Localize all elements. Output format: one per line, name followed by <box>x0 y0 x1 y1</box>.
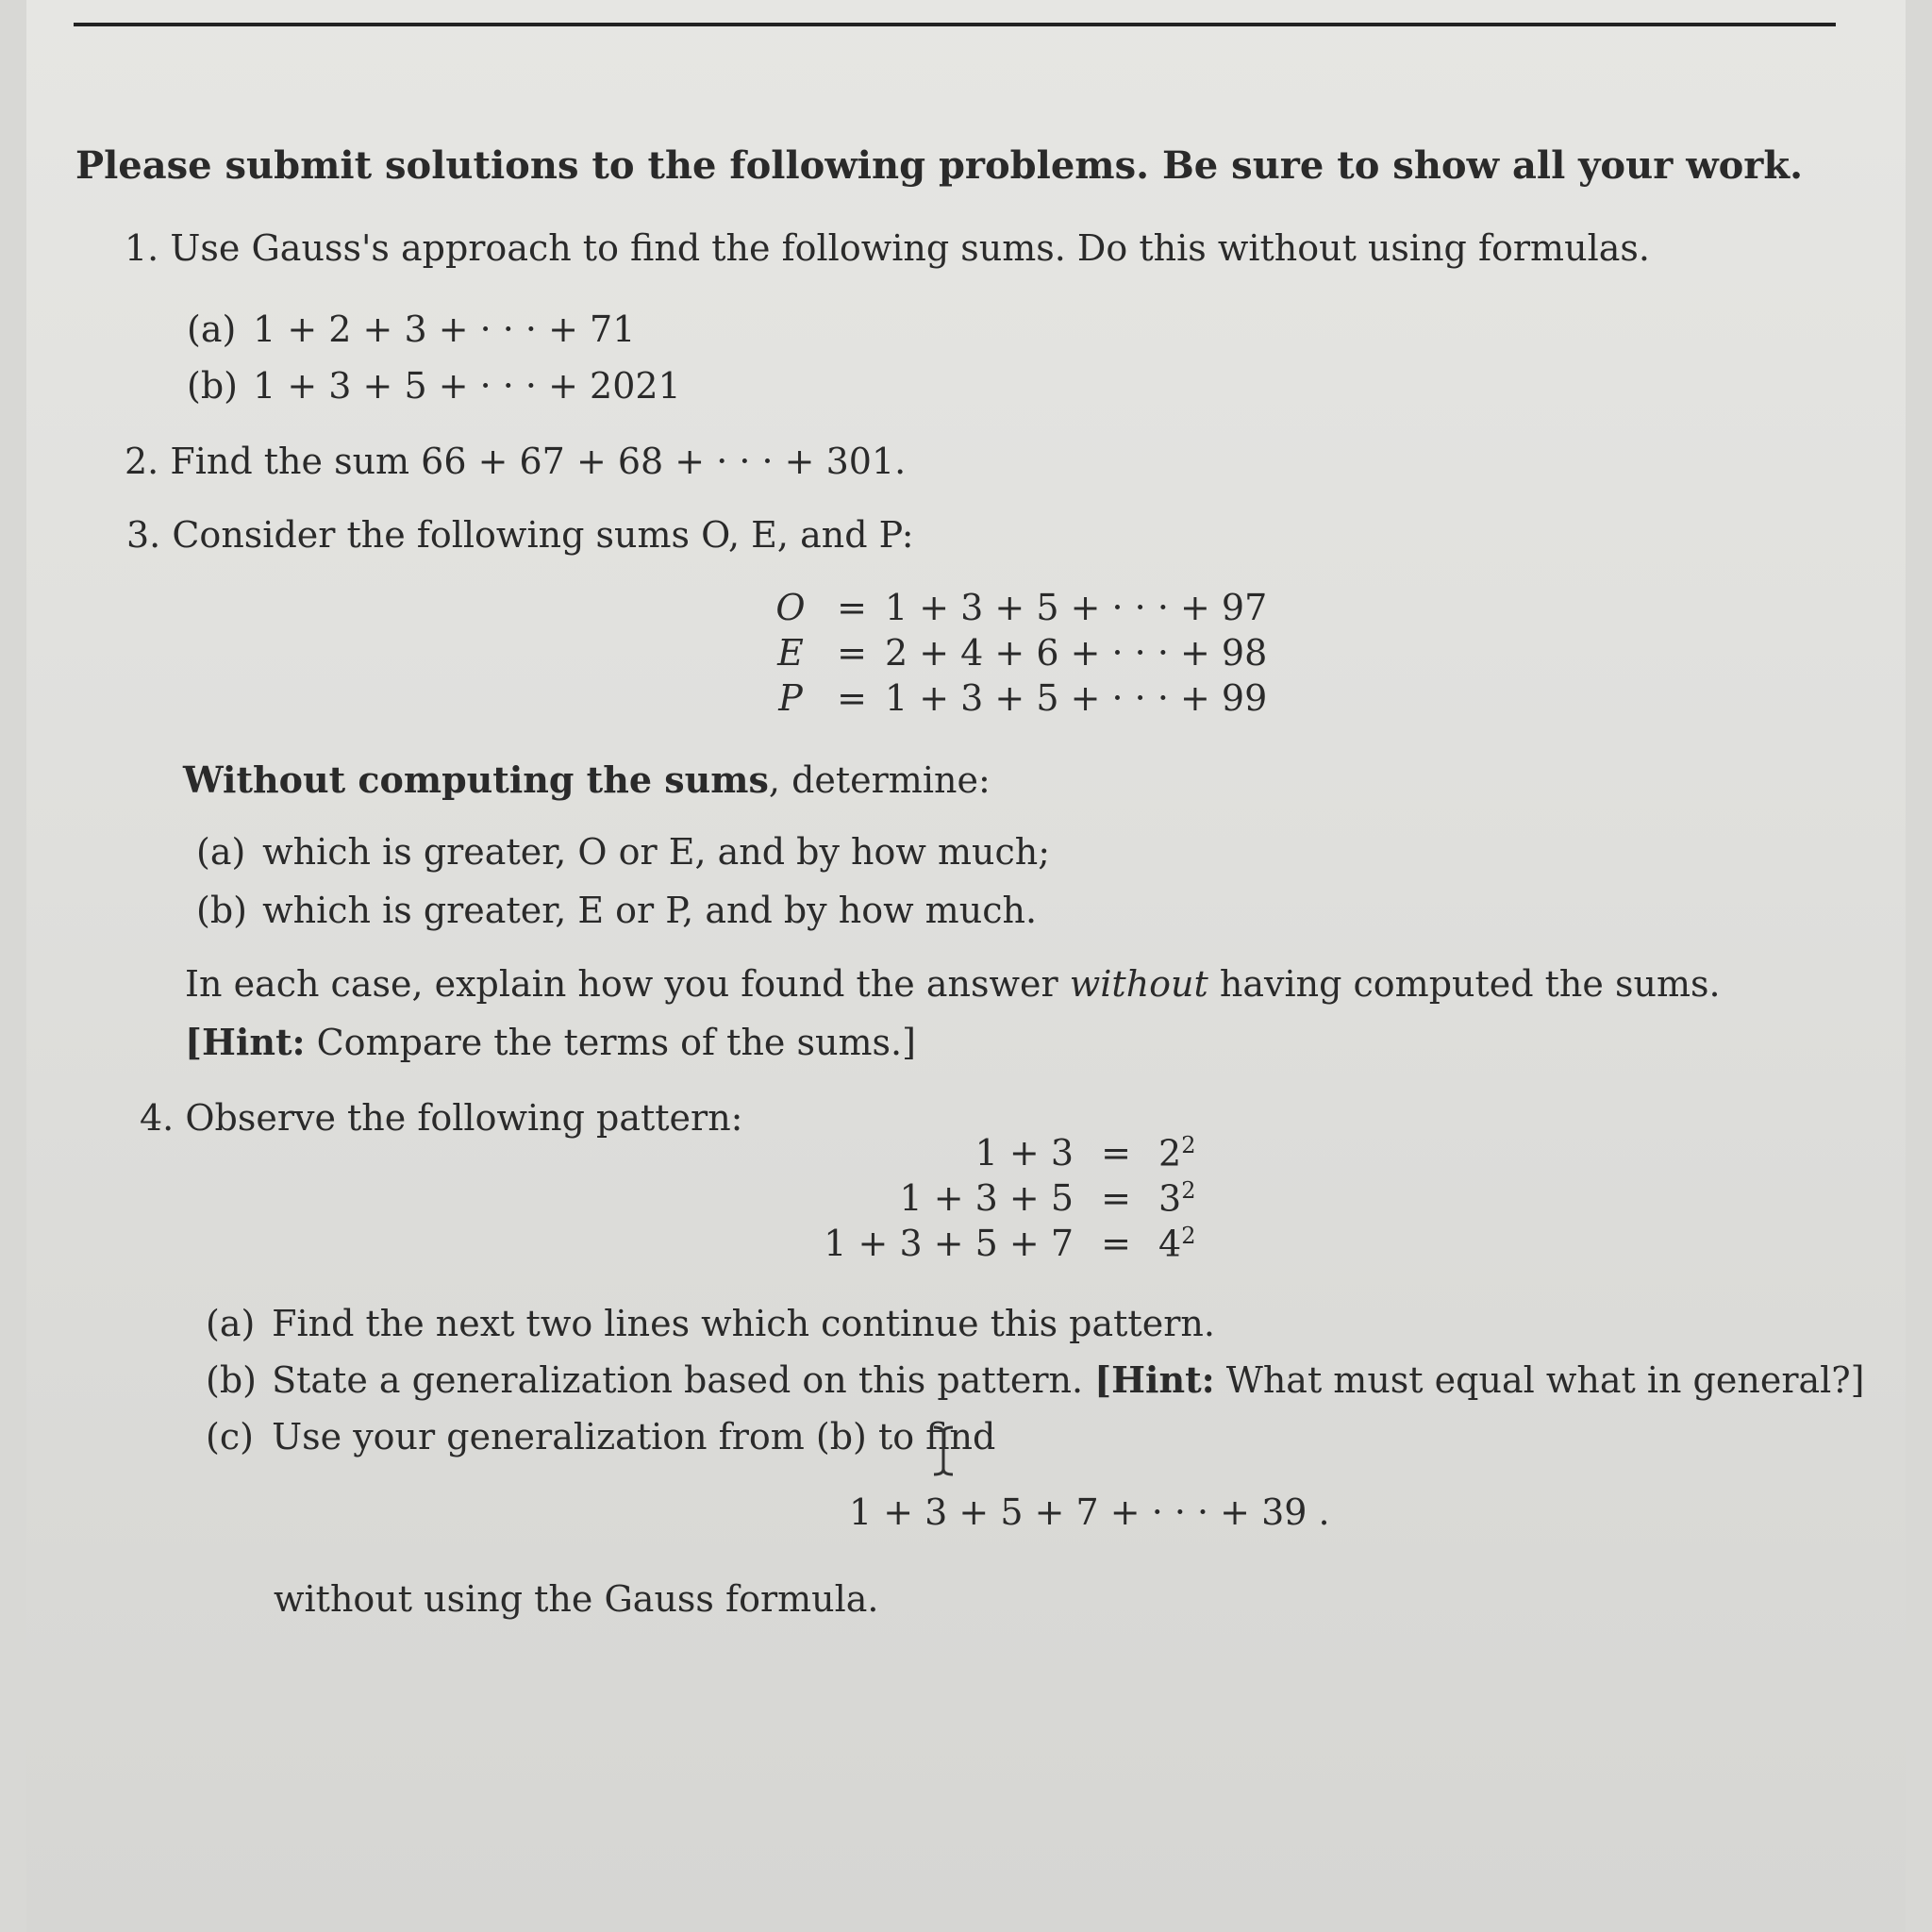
problem-4b-hint-text: What must equal what in general?] <box>1214 1359 1865 1401</box>
problem-4-number: 4. <box>140 1097 175 1139</box>
problem-3a-label: (a) <box>196 831 246 873</box>
pattern-rhs <box>1158 1221 1195 1266</box>
equation-lhs: P <box>778 677 803 719</box>
equals-sign: = <box>837 632 867 674</box>
problem-4a-text: Find the next two lines which continue this pattern. <box>272 1303 1215 1344</box>
problem-4c-text: Use your generalization from (b) to find <box>272 1416 996 1457</box>
intro-instruction: Please submit solutions to the following problems. Be sure to show all your work. <box>75 143 1804 188</box>
pattern-rhs <box>1158 1130 1195 1175</box>
problem-1a-expression: 1 + 2 + 3 + · · · + 71 <box>253 308 636 350</box>
problem-4 <box>140 1097 743 1139</box>
problem-1b-expression: 1 + 3 + 5 + · · · + 2021 <box>253 365 681 407</box>
power-exponent: 2 <box>1181 1223 1196 1250</box>
equals-sign: = <box>837 677 867 719</box>
problem-3a-text: which is greater, O or E, and by how much; <box>262 831 1051 873</box>
pattern-row-3 <box>819 1221 1195 1266</box>
problem-1-number: 1. <box>125 227 159 269</box>
pattern-rhs <box>1158 1175 1195 1221</box>
pattern-lhs: 1 + 3 <box>974 1132 1074 1174</box>
worksheet-page <box>26 0 1906 1932</box>
determine-text: , determine: <box>768 759 991 801</box>
problem-4b <box>206 1358 1865 1401</box>
problem-4-sum: 1 + 3 + 5 + 7 + · · · + 39 . <box>849 1491 1330 1533</box>
problem-3b-text: which is greater, E or P, and by how much. <box>262 890 1038 931</box>
power-base: 4 <box>1158 1223 1182 1265</box>
problem-2-text: Find the sum 66 + 67 + 68 + · · · + 301. <box>170 441 907 482</box>
problem-3-number: 3. <box>126 514 161 556</box>
without-computing-bold: Without computing the sums <box>183 758 769 801</box>
problem-2-number: 2. <box>125 441 159 482</box>
equals-sign: = <box>1101 1177 1131 1219</box>
problem-1-text: Use Gauss's approach to find the following sums. Do this without using formulas. <box>170 227 1650 269</box>
pattern-lhs: 1 + 3 + 5 <box>899 1177 1074 1219</box>
problem-4b-text: State a generalization based on this pattern. <box>272 1359 1095 1401</box>
equation-row-e <box>762 630 1267 675</box>
problem-4a-label: (a) <box>206 1303 256 1344</box>
problem-3-equations <box>762 585 1267 721</box>
equals-sign: = <box>1101 1132 1131 1174</box>
problem-3b-label: (b) <box>196 890 247 931</box>
problem-4b-label: (b) <box>206 1359 257 1401</box>
equation-rhs: 1 + 3 + 5 + · · · + 99 <box>885 677 1268 719</box>
power-base: 2 <box>1158 1132 1182 1174</box>
problem-3-explain <box>185 963 1721 1005</box>
problem-3b <box>196 890 1038 931</box>
equation-lhs: E <box>777 632 804 674</box>
problem-1 <box>125 227 1650 269</box>
problem-1b <box>187 365 681 407</box>
text-cursor-icon <box>930 1424 957 1477</box>
explain-pre: In each case, explain how you found the answer <box>185 963 1070 1005</box>
problem-1a <box>187 308 636 350</box>
pattern-lhs: 1 + 3 + 5 + 7 <box>824 1223 1074 1264</box>
equation-rhs: 1 + 3 + 5 + · · · + 97 <box>885 587 1268 628</box>
problem-4-pattern <box>819 1130 1195 1266</box>
problem-3 <box>126 514 914 556</box>
pattern-row-2 <box>819 1175 1195 1221</box>
problem-1b-label: (b) <box>187 365 238 407</box>
equation-row-p <box>762 675 1267 721</box>
problem-4a <box>206 1303 1215 1344</box>
hint-text: Compare the terms of the sums.] <box>305 1022 916 1063</box>
top-rule <box>74 23 1836 26</box>
problem-3-hint <box>185 1021 916 1063</box>
explain-emphasis: without <box>1069 963 1208 1005</box>
equals-sign: = <box>837 587 867 628</box>
problem-3-text: Consider the following sums O, E, and P: <box>172 514 914 556</box>
explain-post: having computed the sums. <box>1208 963 1721 1005</box>
equation-row-o <box>762 585 1267 630</box>
power-base: 3 <box>1158 1177 1182 1220</box>
problem-4-text: Observe the following pattern: <box>185 1097 743 1139</box>
hint-label: [Hint: <box>185 1021 306 1063</box>
equals-sign: = <box>1101 1223 1131 1264</box>
pattern-row-1 <box>819 1130 1195 1175</box>
power-exponent: 2 <box>1181 1177 1196 1205</box>
problem-4c <box>206 1416 996 1457</box>
problem-3-directive <box>183 758 991 801</box>
problem-4-closing: without using the Gauss formula. <box>274 1578 879 1620</box>
problem-1a-label: (a) <box>187 308 237 350</box>
equation-rhs: 2 + 4 + 6 + · · · + 98 <box>885 632 1268 674</box>
problem-3a <box>196 831 1051 873</box>
equation-lhs: O <box>775 587 806 628</box>
problem-2 <box>125 441 907 482</box>
problem-4b-hint-label: [Hint: <box>1094 1358 1215 1401</box>
power-exponent: 2 <box>1181 1132 1196 1159</box>
problem-4c-label: (c) <box>206 1416 254 1457</box>
